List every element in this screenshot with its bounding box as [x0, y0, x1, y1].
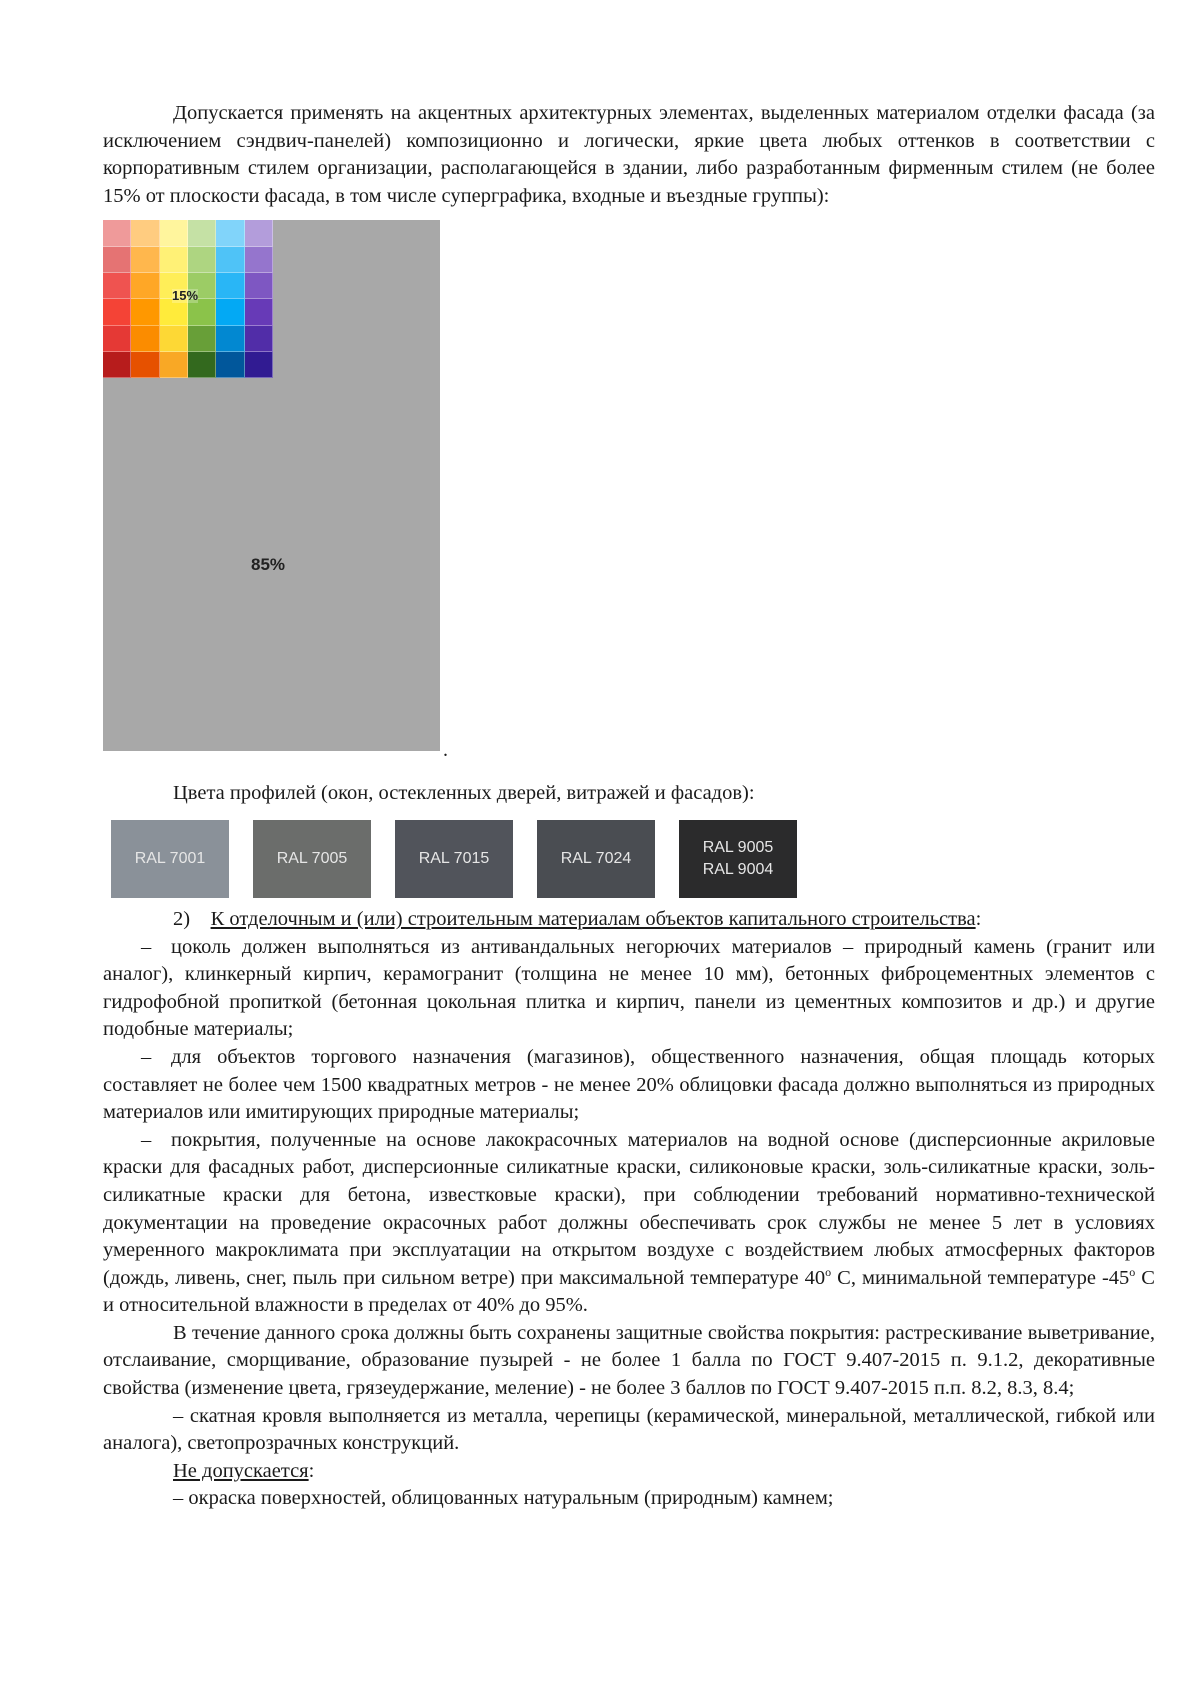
list-dash: – [141, 935, 152, 958]
color-cell [131, 299, 159, 325]
color-cell [131, 273, 159, 299]
color-cell [131, 247, 159, 273]
color-cell [216, 273, 244, 299]
color-cell [245, 299, 273, 325]
color-cell [103, 247, 131, 273]
ral-swatch [679, 820, 797, 898]
ral-swatch-label: RAL 7005 [276, 849, 348, 867]
color-cell [131, 326, 159, 352]
list-item [103, 934, 1155, 1044]
degree-mark: о [825, 1264, 832, 1279]
roof-item: – скатная кровля выполняется из металла, черепицы (керамической, минеральной, металлической, гибкой или аналога), светопрозрачных конструкций. [103, 1404, 1155, 1455]
color-cell [160, 352, 188, 378]
color-cell [216, 326, 244, 352]
color-cell [245, 220, 273, 246]
section2-heading [103, 906, 1155, 934]
color-cell [216, 220, 244, 246]
ral-swatch-label: RAL 9005 [702, 838, 774, 856]
section2-number: 2) [173, 907, 191, 930]
color-cell [103, 326, 131, 352]
color-cell [103, 299, 131, 325]
color-cell [245, 273, 273, 299]
item-coatings: покрытия, полученные на основе лакокрасочных материалов на водной основе (дисперсионные акриловые краски для фасадных работ, дисперсионные силикатные краски, силиконовые краски, золь-силикатные краски, золь-силикатные краски для бетона, известковые краски), при соблюдении требований нормативно-технической документации на проведение окрасочных работ должны обеспечивать срок службы не менее 5 лет в условиях умеренного макроклимата при эксплуатации на открытом воздухе с воздействием любых атмосферных факторов (дождь, ливень, снег, пыль при сильном ветре) при максимальной температуре 40 [103, 1128, 1155, 1289]
last-item: – окраска поверхностей, облицованных натуральным (природным) камнем; [173, 1487, 834, 1510]
color-cell [216, 247, 244, 273]
color-cell [188, 326, 216, 352]
ral-swatch-label: RAL 9004 [702, 860, 774, 878]
list-item [103, 1127, 1155, 1320]
facade-base-area [103, 220, 440, 751]
color-cell [216, 352, 244, 378]
color-cell [216, 299, 244, 325]
degree-mark: о [1129, 1264, 1136, 1279]
color-cell [160, 247, 188, 273]
color-cell [103, 352, 131, 378]
durability-paragraph: В течение данного срока должны быть сохранены защитные свойства покрытия: растрескивание выветривание, отслаивание, сморщивание, образование пузырей - не более 1 балла по ГОСТ 9.407-2015 п. 9.1.2, декоративные свойства (изменение цвета, грязеудержание, меление) - не более 3 баллов по ГОСТ 9.407-2015 п.п. 8.2, 8.3, 8.4; [103, 1321, 1155, 1400]
color-cell [103, 273, 131, 299]
color-cell [245, 247, 273, 273]
ral-swatch-label: RAL 7015 [418, 849, 490, 867]
item-trade-objects: для объектов торгового назначения (магазинов), общественного назначения, общая площадь которых составляет не более чем 1500 квадратных метров - не менее 20% облицовки фасада должно выполняться из природных материалов или имитирующих природные материалы; [103, 1045, 1155, 1124]
ral-swatch [111, 820, 229, 898]
color-cell [245, 326, 273, 352]
section2-title-suffix: : [975, 907, 982, 930]
not-allowed-suffix: : [308, 1459, 315, 1482]
ral-swatch-label: RAL 7024 [560, 849, 632, 867]
accent-percent-label: 15% [172, 288, 199, 304]
ral-swatch-row [111, 820, 1155, 898]
section2-title: К отделочным и (или) строительным материалам объектов капитального строительства [210, 907, 976, 930]
document-page [103, 100, 1155, 1513]
base-percent-label: 85% [251, 555, 286, 575]
color-cell [103, 220, 131, 246]
list-item [103, 1044, 1155, 1127]
color-cell [160, 326, 188, 352]
color-cell [131, 352, 159, 378]
color-cell [160, 220, 188, 246]
item-plinth: цоколь должен выполняться из антивандальных негорючих материалов – природный камень (гранит или аналог), клинкерный кирпич, керамогранит (толщина не менее 10 мм), бетонных фиброцементных элементов с гидрофобной пропиткой (бетонная цокольная плитка и кирпич, панели из цементных композитов и др.) и другие подобные материалы; [103, 935, 1155, 1041]
color-cell [245, 352, 273, 378]
not-allowed-heading [103, 1458, 1155, 1486]
list-dash: – [141, 1128, 152, 1151]
intro-paragraph: Допускается применять на акцентных архитектурных элементах, выделенных материалом отделки фасада (за исключением сэндвич-панелей) композиционно и логически, яркие цвета любых оттенков в соответствии с корпоративным стилем организации, располагающейся в здании, либо разработанным фирменным стилем (не более 15% от плоскости фасада, в том числе суперграфика, входные и въездные группы): [103, 102, 1155, 207]
color-cell [188, 352, 216, 378]
not-allowed-label: Не допускается [173, 1459, 309, 1482]
trailing-dot: . [443, 739, 448, 762]
profiles-heading: Цвета профилей (окон, остекленных дверей, витражей и фасадов): [173, 782, 755, 805]
ral-swatch [537, 820, 655, 898]
color-cell [131, 220, 159, 246]
facade-color-diagram [103, 220, 1155, 780]
color-cell [188, 220, 216, 246]
ral-swatch [395, 820, 513, 898]
color-cell [188, 247, 216, 273]
list-dash: – [141, 1045, 152, 1068]
ral-swatch [253, 820, 371, 898]
ral-swatch-label: RAL 7001 [134, 849, 206, 867]
item-coatings-end: С и относительной влажности в пределах от 40% до 95%. [103, 1266, 1155, 1317]
item-coatings-cont: С, минимальной температуре -45 [831, 1266, 1130, 1289]
